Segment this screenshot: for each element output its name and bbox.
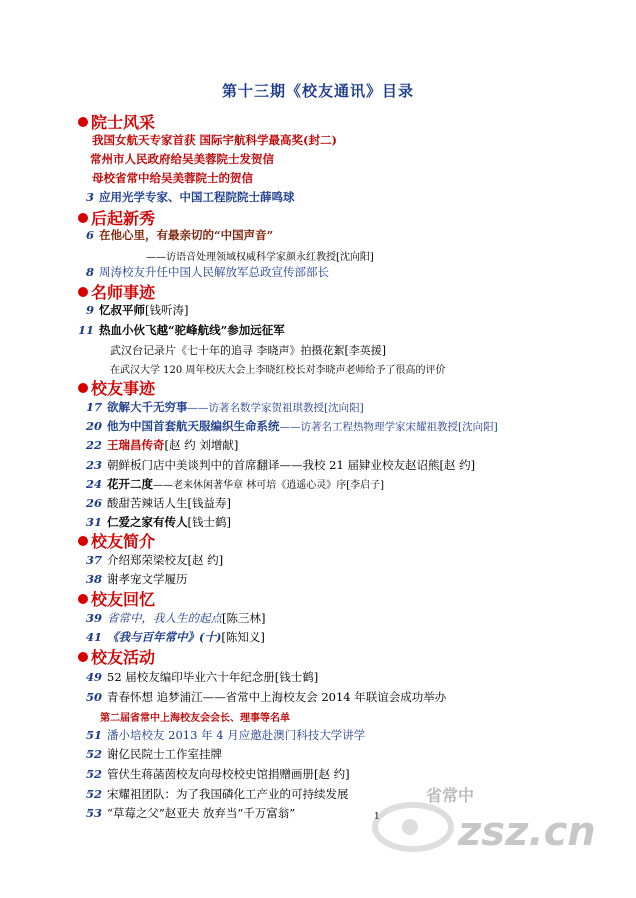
- page-num: 23: [86, 458, 103, 472]
- entry-text: 谢亿民院士工作室挂牌: [107, 747, 223, 761]
- entry-text: 忆叔平师: [99, 303, 146, 317]
- toc-entry: [86, 629, 265, 645]
- entry-text: 周涛校友升任中国人民解放军总政宣传部部长: [99, 265, 330, 279]
- page-num: 9: [86, 303, 95, 317]
- entry-text: 仁爱之家有传人: [107, 515, 188, 529]
- entry-text: 酸甜苦辣话人生[钱益寿]: [107, 496, 231, 510]
- entry-text: 王瑞昌传奇: [107, 438, 165, 452]
- section-label: 校友简介: [91, 532, 156, 551]
- bullet-icon: [78, 287, 88, 297]
- entry-text: 朝鲜板门店中美谈判中的首席翻译——我校 21 届肄业校友赵诏熊[赵 约]: [107, 458, 476, 472]
- toc-entry: [86, 786, 349, 802]
- entry-text: 花开二度: [107, 477, 154, 491]
- entry-text: 介绍郑荣梁校友[赵 约]: [107, 553, 224, 567]
- page-num: 11: [78, 323, 95, 337]
- toc-entry: [86, 514, 231, 530]
- section-label: 后起新秀: [91, 209, 156, 228]
- entry-author: [赵 约 刘增献]: [164, 438, 239, 452]
- bullet-icon: [78, 117, 88, 127]
- page-num: 8: [86, 265, 95, 279]
- toc-entry: 我国女航天专家首获 国际宇航科学最高奖(封二): [92, 133, 337, 147]
- toc-entry: [86, 552, 223, 568]
- entry-author: [陈知义]: [221, 630, 265, 644]
- page-number: 1: [374, 812, 380, 822]
- toc-subtitle: ——访语音处理领域权威科学家颜永红教授[沈向阳]: [146, 252, 374, 263]
- page-num: 22: [86, 438, 103, 452]
- toc-entry: [86, 495, 231, 511]
- toc-entry: [86, 457, 475, 473]
- entry-text: 潘小培校友 2013 年 4 月应邀赴澳门科技大学讲学: [107, 728, 366, 742]
- bullet-icon: [78, 536, 88, 546]
- entry-text: 欲解大千无穷事: [107, 400, 188, 414]
- toc-entry: [86, 746, 222, 762]
- toc-entry: 常州市人民政府给吴美蓉院士发贺信: [90, 152, 274, 166]
- entry-text: 应用光学专家、中国工程院院士薛鸣球: [99, 190, 295, 204]
- page-num: 49: [86, 670, 103, 684]
- toc-entry: [86, 264, 329, 280]
- page-num: 41: [86, 630, 103, 644]
- page-title: 第十三期《校友通讯》目录: [221, 82, 414, 100]
- toc-entry: 第二届省常中上海校友会会长、理事等名单: [100, 713, 290, 724]
- page-num: 52: [86, 787, 103, 801]
- section-alumni-memories: [78, 587, 155, 610]
- toc-entry: 武汉台记录片《七十年的追寻 李晓声》拍摄花絮[李英援]: [110, 344, 387, 357]
- toc-entry: [86, 766, 350, 782]
- entry-subtitle: ——访著名工程热物理学家宋耀祖教授[沈向阳]: [279, 421, 498, 433]
- toc-entry: [86, 227, 273, 243]
- page-num: 53: [86, 806, 103, 820]
- toc-entry: [86, 669, 318, 685]
- entry-author: [钱听涛]: [145, 303, 189, 317]
- watermark-brand: 省常中: [426, 786, 475, 805]
- page-num: 51: [86, 728, 103, 742]
- page-num: 26: [86, 496, 103, 510]
- bullet-icon: [78, 383, 88, 393]
- toc-entry: [86, 418, 498, 434]
- page-num: 52: [86, 747, 103, 761]
- toc-entry: [78, 322, 285, 338]
- page-num: 24: [86, 477, 103, 491]
- entry-text: 热血小伙飞越“驼峰航线”参加远征军: [99, 323, 285, 337]
- section-rising-stars: [78, 206, 155, 229]
- entry-text: 宋耀祖团队：为了我国磷化工产业的可持续发展: [107, 787, 349, 801]
- page-num: 3: [86, 190, 95, 204]
- page-num: 50: [86, 690, 103, 704]
- page-num: 31: [86, 515, 103, 529]
- section-label: 名师事迹: [91, 283, 156, 302]
- entry-author: [钱士鹤]: [187, 515, 231, 529]
- page-num: 38: [86, 572, 103, 586]
- section-alumni-deeds: [78, 376, 155, 399]
- section-label: 校友活动: [91, 648, 156, 667]
- entry-text: 在他心里，有最亲切的“中国声音”: [99, 228, 274, 242]
- page-num: 17: [86, 400, 103, 414]
- toc-entry: [86, 476, 384, 492]
- watermark-dot-icon: [402, 819, 418, 835]
- site-watermark: [368, 785, 618, 865]
- bullet-icon: [78, 652, 88, 662]
- section-academician: [78, 110, 155, 133]
- page-num: 20: [86, 419, 103, 433]
- entry-text: 谢孝宠文学履历: [107, 572, 188, 586]
- toc-entry: [86, 727, 365, 743]
- section-label: 校友回忆: [91, 590, 156, 609]
- entry-text: 管伏生蒋菡茵校友向母校校史馆捐赠画册[赵 约]: [107, 767, 350, 781]
- entry-subtitle: ——访著名数学家贺祖琪教授[沈向阳]: [187, 402, 364, 414]
- toc-entry: [86, 689, 446, 705]
- page-num: 39: [86, 611, 103, 625]
- toc-entry: [86, 399, 364, 415]
- section-alumni-profiles: [78, 529, 155, 552]
- entry-text: “草莓之父”赵亚夫 放弃当“千万富翁”: [107, 806, 296, 820]
- toc-entry: 在武汉大学 120 周年校庆大会上李晓红校长对李晓声老师给予了很高的评价: [110, 365, 446, 376]
- entry-subtitle: ——老来休闲著华章 林可培《逍遥心灵》序[李启子]: [153, 480, 384, 491]
- toc-entry: [86, 571, 188, 587]
- entry-text: 省常中，我人生的起点: [107, 611, 223, 625]
- entry-text: 《我与百年常中》(十): [107, 630, 222, 644]
- section-alumni-activities: [78, 645, 155, 668]
- toc-entry: [86, 189, 295, 205]
- entry-text: 他为中国首套航天服编织生命系统: [107, 419, 280, 433]
- page-num: 37: [86, 553, 103, 567]
- toc-entry: 母校省常中给吴美蓉院士的贺信: [92, 171, 253, 185]
- section-teachers: [78, 280, 155, 303]
- bullet-icon: [78, 594, 88, 604]
- watermark-site: zsz.cn: [458, 809, 596, 855]
- toc-entry: [86, 437, 238, 453]
- entry-text: 青春怀想 追梦浦江——省常中上海校友会 2014 年联谊会成功举办: [107, 690, 447, 704]
- entry-author: [陈三林]: [222, 611, 266, 625]
- toc-entry: [86, 805, 295, 821]
- section-label: 校友事迹: [91, 379, 156, 398]
- toc-entry: [86, 302, 189, 318]
- page-num: 52: [86, 767, 103, 781]
- entry-text: 52 届校友编印毕业六十年纪念册[钱士鹤]: [107, 670, 319, 684]
- page-num: 6: [86, 228, 95, 242]
- bullet-icon: [78, 213, 88, 223]
- toc-entry: [86, 610, 266, 626]
- section-label: 院士风采: [91, 113, 156, 132]
